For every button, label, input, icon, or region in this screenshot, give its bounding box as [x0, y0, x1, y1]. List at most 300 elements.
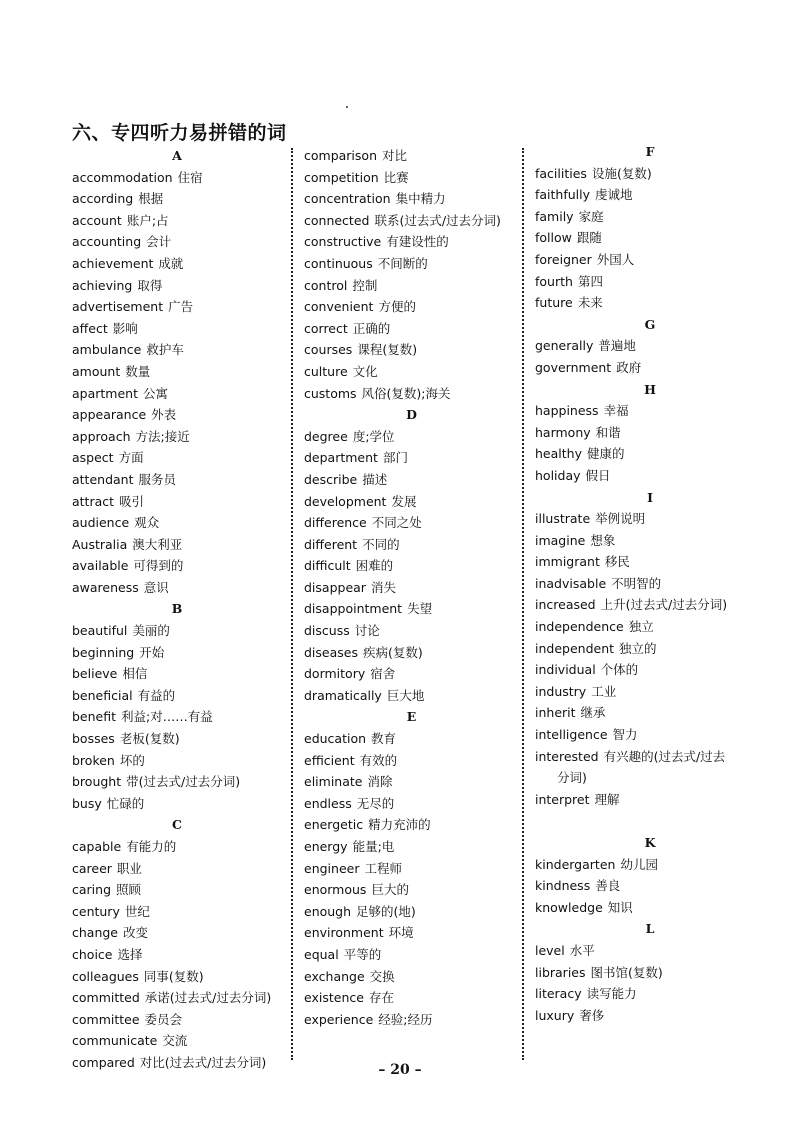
vocab-gloss: 未来	[577, 295, 603, 311]
vocab-word: interested	[535, 748, 599, 764]
vocab-word: century	[72, 903, 120, 919]
vocab-entry	[304, 145, 519, 167]
vocab-gloss: 困难的	[355, 558, 394, 574]
vocab-entry	[72, 901, 282, 923]
vocab-entry	[72, 858, 282, 880]
vocab-entry	[535, 875, 765, 897]
column-2	[304, 145, 519, 1030]
vocab-word: independence	[535, 619, 624, 635]
vocab-gloss: 方便的	[378, 299, 416, 315]
blank-line	[535, 810, 765, 832]
vocab-word: Australia	[72, 536, 128, 552]
vocab-word: customs	[304, 385, 357, 401]
vocab-word: affect	[72, 320, 108, 336]
vocab-gloss: 外表	[151, 407, 177, 423]
section-letter-k: K	[644, 835, 656, 850]
vocab-gloss: 家庭	[578, 208, 604, 224]
section-letter-a: A	[172, 148, 182, 163]
vocab-entry	[304, 512, 519, 534]
vocab-entry	[304, 685, 519, 707]
vocab-word: energy	[304, 839, 348, 854]
vocab-gloss: 世纪	[124, 903, 150, 919]
vocab-word: capable	[72, 839, 122, 854]
vocab-gloss: 救护车	[146, 342, 184, 358]
vocab-gloss: 老板(复数)	[119, 731, 180, 747]
vocab-entry	[72, 966, 282, 988]
column-1	[72, 145, 282, 1074]
vocab-word: correct	[304, 320, 348, 336]
vocab-entry	[304, 901, 519, 923]
vocab-gloss: 教育	[371, 731, 397, 747]
vocab-entry	[72, 275, 282, 297]
section-letter-c: C	[172, 817, 182, 833]
vocab-entry	[304, 879, 519, 901]
vocab-word: environment	[304, 925, 384, 941]
vocab-entry	[535, 681, 765, 703]
vocab-gloss: 取得	[137, 277, 163, 293]
vocab-entry	[535, 227, 765, 249]
vocab-entry	[535, 638, 765, 660]
page-title: 六、专四听力易拼错的词	[72, 122, 287, 144]
vocab-entry	[72, 771, 282, 793]
vocab-gloss: 同事(复数)	[143, 968, 204, 984]
vocab-gloss: 会计	[146, 234, 172, 250]
vocab-word: diseases	[304, 644, 358, 660]
vocab-gloss: 委员会	[144, 1011, 183, 1027]
vocab-entry	[535, 443, 765, 465]
section-letter-b: B	[171, 601, 183, 617]
section-letter-i: I	[647, 489, 653, 505]
vocab-entry	[72, 1009, 282, 1031]
vocab-entry	[535, 573, 765, 595]
vocab-entry	[304, 642, 519, 664]
vocab-gloss: 不同的	[362, 536, 400, 552]
section-letter-e: E	[406, 709, 417, 725]
vocab-gloss: 经验;经历	[378, 1011, 433, 1027]
vocab-word: advertisement	[72, 299, 164, 315]
page-number: – 20 –	[378, 1062, 422, 1078]
vocab-word: family	[535, 208, 574, 224]
vocab-entry	[304, 491, 519, 513]
vocab-word: interpret	[535, 791, 590, 807]
vocab-word: facilities	[535, 165, 587, 181]
vocab-gloss: 选择	[117, 946, 143, 962]
vocab-word: enough	[304, 903, 352, 919]
vocab-gloss: 继承	[580, 705, 606, 721]
vocab-entry	[72, 339, 282, 361]
vocab-word: connected	[304, 212, 370, 228]
vocab-gloss-continuation	[535, 767, 765, 789]
vocab-entry	[535, 746, 765, 768]
vocab-entry	[535, 616, 765, 638]
vocab-word: continuous	[304, 255, 373, 271]
vocab-word: literacy	[535, 986, 582, 1002]
vocab-entry	[304, 577, 519, 599]
vocab-entry	[72, 318, 282, 340]
vocab-word: convenient	[304, 299, 374, 315]
vocab-word: disappear	[304, 579, 366, 595]
vocab-word: control	[304, 277, 348, 293]
vocab-gloss: 普遍地	[598, 338, 636, 354]
vocab-entry	[304, 814, 519, 836]
vocab-word: accommodation	[72, 169, 173, 185]
vocab-gloss: 个体的	[600, 662, 639, 678]
vocab-entry	[535, 357, 765, 379]
vocab-word: inadvisable	[535, 575, 607, 591]
vocab-entry	[304, 555, 519, 577]
vocab-word: illustrate	[535, 511, 591, 527]
vocab-word: committed	[72, 990, 140, 1006]
vocab-entry	[72, 663, 282, 685]
vocab-gloss: 度;学位	[352, 428, 395, 444]
vocab-gloss: 疾病(复数)	[363, 644, 423, 660]
vocab-word: competition	[304, 169, 379, 185]
vocab-entry	[72, 836, 282, 858]
vocab-entry	[72, 167, 282, 189]
vocab-gloss: 巨大地	[386, 687, 425, 703]
vocab-word: amount	[72, 363, 121, 379]
vocab-gloss: 理解	[594, 791, 620, 807]
vocab-word: apartment	[72, 385, 138, 401]
vocab-word: kindness	[535, 878, 591, 894]
vocab-gloss: 设施(复数)	[591, 165, 652, 181]
vocab-word: compared	[72, 1054, 135, 1070]
vocab-word: courses	[304, 342, 353, 358]
vocab-gloss: 消除	[367, 774, 393, 790]
vocab-gloss: 风俗(复数);海关	[361, 385, 451, 401]
vocab-gloss: 发展	[391, 493, 417, 509]
vocab-gloss: 坏的	[119, 752, 145, 768]
vocab-word: immigrant	[535, 554, 600, 570]
vocab-entry	[72, 469, 282, 491]
vocab-entry	[535, 335, 765, 357]
vocab-word: attendant	[72, 471, 134, 487]
vocab-word: colleagues	[72, 968, 139, 984]
vocab-word: experience	[304, 1011, 374, 1027]
vocab-word: level	[535, 942, 565, 958]
vocab-gloss: 开始	[139, 644, 165, 660]
vocab-entry	[535, 206, 765, 228]
vocab-word: disappointment	[304, 601, 403, 617]
vocab-word: concentration	[304, 191, 391, 207]
vocab-entry	[72, 793, 282, 815]
vocab-gloss: 公寓	[143, 385, 169, 401]
vocab-entry	[304, 944, 519, 966]
vocab-word: achieving	[72, 277, 133, 293]
section-letter-d: D	[406, 407, 417, 423]
vocab-gloss: 能量;电	[352, 839, 395, 854]
vocab-entry	[304, 922, 519, 944]
vocab-entry	[535, 962, 765, 984]
vocab-gloss: 忙碌的	[106, 795, 145, 811]
scan-speck	[346, 106, 348, 108]
column-divider-2	[522, 148, 524, 1060]
vocab-entry	[304, 339, 519, 361]
vocab-gloss: 影响	[112, 320, 138, 336]
vocab-entry	[72, 944, 282, 966]
vocab-word: individual	[535, 662, 596, 678]
vocab-entry	[304, 728, 519, 750]
vocab-gloss: 控制	[352, 277, 378, 293]
vocab-gloss: 有益的	[137, 687, 176, 703]
vocab-word: communicate	[72, 1033, 158, 1049]
vocab-entry	[304, 275, 519, 297]
vocab-entry	[72, 426, 282, 448]
vocab-word: energetic	[304, 817, 364, 833]
vocab-gloss: 比赛	[383, 169, 409, 185]
vocab-word: comparison	[304, 148, 377, 163]
vocab-gloss: 描述	[362, 471, 388, 487]
vocab-word: believe	[72, 666, 118, 682]
vocab-entry	[72, 706, 282, 728]
section-letter-h: H	[644, 381, 656, 397]
vocab-entry	[304, 663, 519, 685]
vocab-entry	[535, 400, 765, 422]
vocab-entry	[304, 361, 519, 383]
vocab-entry	[72, 750, 282, 772]
vocab-entry	[304, 966, 519, 988]
vocab-entry	[304, 620, 519, 642]
vocab-entry	[72, 922, 282, 944]
vocab-word: future	[535, 295, 573, 311]
vocab-word: accounting	[72, 234, 142, 250]
vocab-word: different	[304, 536, 358, 552]
vocab-entry	[72, 620, 282, 642]
vocab-gloss: 假日	[585, 467, 611, 483]
vocab-word: difficult	[304, 558, 351, 574]
vocab-word: luxury	[535, 1007, 575, 1023]
vocab-gloss: 工业	[591, 683, 617, 699]
vocab-word: beneficial	[72, 687, 133, 703]
vocab-gloss: 奢侈	[579, 1007, 605, 1023]
vocab-gloss: 智力	[612, 727, 638, 743]
section-letter-g: G	[644, 316, 656, 332]
vocab-word: enormous	[304, 882, 367, 898]
vocab-word: independent	[535, 640, 615, 656]
vocab-gloss: 跟随	[576, 230, 602, 246]
vocab-word: broken	[72, 752, 115, 768]
vocab-entry	[72, 642, 282, 664]
vocab-word: bosses	[72, 731, 115, 747]
vocab-gloss: 集中精力	[395, 191, 446, 207]
vocab-gloss: 账户;占	[126, 212, 169, 228]
vocab-entry	[304, 188, 519, 210]
vocab-gloss: 照顾	[116, 882, 142, 898]
vocab-entry	[304, 858, 519, 880]
vocab-entry	[304, 836, 519, 858]
vocab-gloss: 美丽的	[132, 623, 170, 639]
vocab-word: beautiful	[72, 623, 128, 639]
vocab-entry	[535, 184, 765, 206]
vocab-gloss: 健康的	[586, 446, 625, 462]
vocab-gloss: 部门	[382, 450, 408, 466]
section-letter-l: L	[645, 921, 655, 937]
vocab-entry	[535, 1005, 765, 1027]
vocab-word: constructive	[304, 234, 382, 250]
vocab-entry	[535, 292, 765, 314]
vocab-entry	[304, 383, 519, 405]
vocab-entry	[304, 1009, 519, 1031]
vocab-word: intelligence	[535, 727, 608, 743]
vocab-word: foreigner	[535, 251, 592, 267]
vocab-gloss: 消失	[370, 579, 396, 595]
column-divider-1	[291, 148, 293, 1060]
vocab-word: follow	[535, 230, 572, 246]
vocab-gloss: 足够的(地)	[356, 903, 416, 919]
vocab-word: achievement	[72, 255, 154, 271]
vocab-gloss: 外国人	[596, 251, 635, 267]
vocab-gloss: 服务员	[138, 471, 177, 487]
vocab-word: dramatically	[304, 687, 382, 703]
vocab-gloss: 可得到的	[133, 558, 184, 574]
vocab-entry	[72, 404, 282, 426]
vocab-entry	[72, 296, 282, 318]
vocab-word: holiday	[535, 467, 581, 483]
vocab-gloss: 相信	[122, 666, 148, 682]
vocab-entry	[535, 854, 765, 876]
vocab-word: appearance	[72, 407, 147, 423]
vocab-entry	[535, 897, 765, 919]
vocab-entry	[304, 598, 519, 620]
vocab-gloss: 对比(过去式/过去分词)	[139, 1054, 267, 1070]
vocab-gloss: 政府	[616, 359, 642, 375]
vocab-gloss: 图书馆(复数)	[590, 964, 663, 980]
vocab-word: difference	[304, 515, 367, 531]
vocab-entry	[72, 210, 282, 232]
vocab-word: exchange	[304, 968, 365, 984]
vocab-entry	[535, 983, 765, 1005]
section-letter-f: F	[645, 144, 655, 159]
vocab-gloss: 不间断的	[377, 255, 428, 271]
vocab-gloss: 交流	[162, 1033, 188, 1049]
vocab-entry	[535, 422, 765, 444]
vocab-word: culture	[304, 363, 348, 379]
vocab-entry	[535, 940, 765, 962]
vocab-entry	[72, 879, 282, 901]
vocab-entry	[72, 383, 282, 405]
vocab-gloss: 改变	[123, 925, 149, 941]
vocab-entry	[72, 534, 282, 556]
vocab-word: healthy	[535, 446, 582, 462]
vocab-entry	[535, 163, 765, 185]
vocab-gloss: 无尽的	[356, 795, 395, 811]
vocab-entry	[72, 231, 282, 253]
vocab-entry	[304, 296, 519, 318]
vocab-word: engineer	[304, 860, 360, 876]
vocab-word: education	[304, 731, 367, 747]
vocab-gloss: 虔诚地	[595, 187, 633, 203]
vocab-entry	[304, 793, 519, 815]
vocab-gloss: 数量	[125, 363, 151, 379]
vocab-word: increased	[535, 597, 596, 613]
vocab-entry	[304, 447, 519, 469]
vocab-word: fourth	[535, 273, 573, 289]
vocab-gloss: 第四	[577, 273, 603, 289]
vocab-gloss: 失望	[407, 601, 433, 617]
vocab-gloss: 想象	[590, 532, 616, 548]
vocab-word: benefit	[72, 709, 117, 725]
vocab-entry	[72, 1030, 282, 1052]
vocab-entry	[72, 685, 282, 707]
vocab-word: approach	[72, 428, 131, 444]
vocab-gloss: 澳大利亚	[132, 536, 183, 552]
vocab-gloss: 存在	[368, 990, 394, 1006]
vocab-gloss: 方法;接近	[135, 428, 190, 444]
vocab-gloss: 不同之处	[371, 515, 422, 531]
vocab-word: generally	[535, 338, 594, 354]
vocab-word: according	[72, 191, 134, 207]
vocab-entry	[72, 253, 282, 275]
vocab-word: knowledge	[535, 899, 603, 915]
vocab-gloss: 和谐	[595, 424, 621, 440]
vocab-word: development	[304, 493, 387, 509]
vocab-entry	[535, 594, 765, 616]
vocab-gloss: 有能力的	[126, 839, 177, 854]
vocab-entry	[535, 465, 765, 487]
vocab-gloss: 水平	[569, 942, 595, 958]
vocab-gloss: 根据	[138, 191, 164, 207]
vocab-word: ambulance	[72, 342, 142, 358]
vocab-gloss: 工程师	[364, 860, 402, 876]
vocab-entry	[304, 318, 519, 340]
vocab-gloss: 利益;对……有益	[121, 709, 213, 725]
vocab-entry	[535, 659, 765, 681]
vocab-gloss: 意识	[143, 579, 169, 595]
vocab-gloss: 举例说明	[595, 511, 646, 527]
vocab-entry	[304, 469, 519, 491]
vocab-word: imagine	[535, 532, 586, 548]
vocab-word: department	[304, 450, 378, 466]
vocab-gloss: 带(过去式/过去分词)	[126, 774, 241, 790]
vocab-entry	[535, 789, 765, 811]
vocab-entry	[535, 249, 765, 271]
vocab-word: aspect	[72, 450, 114, 466]
vocab-gloss: 独立的	[619, 640, 657, 656]
vocab-gloss: 住宿	[177, 169, 203, 185]
vocab-entry	[304, 987, 519, 1009]
vocab-entry	[535, 724, 765, 746]
vocab-word: libraries	[535, 964, 586, 980]
vocab-word: change	[72, 925, 119, 941]
vocab-word: harmony	[535, 424, 591, 440]
vocab-entry	[72, 512, 282, 534]
vocab-entry	[72, 361, 282, 383]
vocab-gloss: 交换	[369, 968, 395, 984]
vocab-entry	[304, 750, 519, 772]
vocab-gloss: 移民	[604, 554, 630, 570]
vocab-word: discuss	[304, 623, 350, 639]
vocab-gloss: 平等的	[343, 946, 382, 962]
vocab-entry	[535, 530, 765, 552]
vocab-gloss: 承诺(过去式/过去分词)	[144, 990, 272, 1006]
vocab-word: inherit	[535, 705, 576, 721]
vocab-word: faithfully	[535, 187, 591, 203]
vocab-entry	[72, 188, 282, 210]
vocab-entry	[72, 577, 282, 599]
vocab-entry	[304, 771, 519, 793]
vocab-word: choice	[72, 946, 113, 962]
vocab-gloss: 成就	[158, 255, 184, 271]
vocab-word: endless	[304, 795, 352, 811]
vocab-word: brought	[72, 774, 122, 790]
vocab-gloss: 巨大的	[371, 882, 409, 898]
vocab-word: kindergarten	[535, 856, 616, 872]
vocab-word: industry	[535, 683, 587, 699]
vocab-gloss-cont: 分词)	[557, 770, 587, 786]
vocab-gloss: 幸福	[603, 403, 629, 419]
vocab-gloss: 宿舍	[370, 666, 396, 682]
vocab-entry	[535, 551, 765, 573]
